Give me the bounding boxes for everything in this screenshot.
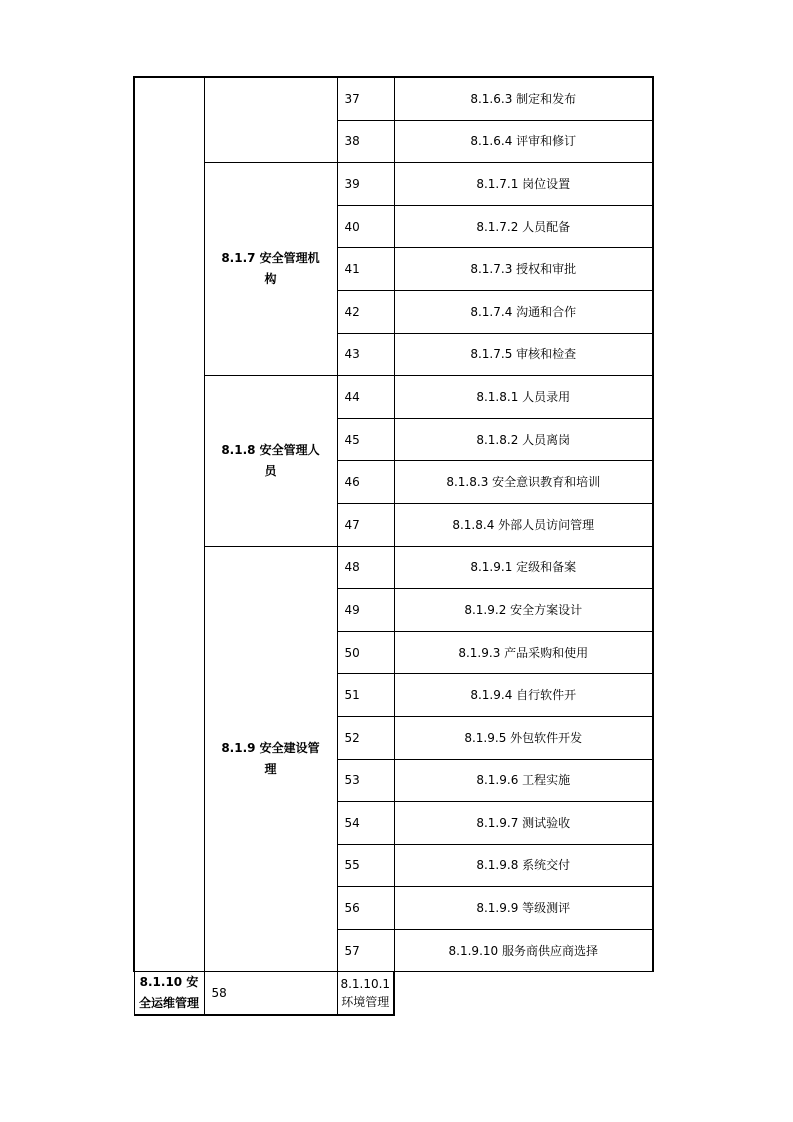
row-number: 54	[337, 802, 394, 845]
row-number: 44	[337, 376, 394, 419]
row-number: 51	[337, 674, 394, 717]
item-label: 8.1.6.4 评审和修订	[394, 120, 653, 163]
row-number: 41	[337, 248, 394, 291]
requirements-table	[133, 76, 654, 1016]
item-label: 8.1.8.2 人员离岗	[394, 418, 653, 461]
item-label: 8.1.7.2 人员配备	[394, 205, 653, 248]
item-label: 8.1.7.4 沟通和合作	[394, 290, 653, 333]
row-number: 42	[337, 290, 394, 333]
row-number: 37	[337, 77, 394, 120]
item-label: 8.1.10.1 环境管理	[337, 972, 394, 1016]
row-number: 38	[337, 120, 394, 163]
subcategory-label: 8.1.10 安全运维管理	[138, 975, 199, 1011]
row-number: 58	[204, 972, 337, 1016]
item-label: 8.1.9.10 服务商供应商选择	[394, 929, 653, 972]
item-label: 8.1.9.6 工程实施	[394, 759, 653, 802]
table-row	[134, 77, 653, 120]
item-label: 8.1.9.1 定级和备案	[394, 546, 653, 589]
row-number: 56	[337, 887, 394, 930]
item-label: 8.1.9.4 自行软件开	[394, 674, 653, 717]
row-number: 55	[337, 844, 394, 887]
table-row	[134, 163, 653, 206]
item-label: 8.1.9.8 系统交付	[394, 844, 653, 887]
row-number: 53	[337, 759, 394, 802]
table-row	[134, 546, 653, 589]
subcategory-cell	[204, 546, 337, 972]
item-label: 8.1.9.9 等级测评	[394, 887, 653, 930]
subcategory-cell	[134, 972, 204, 1016]
subcategory-cell	[204, 163, 337, 376]
row-number: 46	[337, 461, 394, 504]
row-number: 40	[337, 205, 394, 248]
item-label: 8.1.8.3 安全意识教育和培训	[394, 461, 653, 504]
row-number: 43	[337, 333, 394, 376]
item-label: 8.1.8.1 人员录用	[394, 376, 653, 419]
item-label: 8.1.9.3 产品采购和使用	[394, 631, 653, 674]
item-label: 8.1.7.3 授权和审批	[394, 248, 653, 291]
row-number: 45	[337, 418, 394, 461]
item-label: 8.1.9.2 安全方案设计	[394, 589, 653, 632]
table-body	[134, 77, 653, 1015]
item-label: 8.1.9.5 外包软件开发	[394, 716, 653, 759]
item-label: 8.1.7.5 审核和检查	[394, 333, 653, 376]
table-row	[134, 972, 653, 1016]
category-cell	[134, 77, 204, 972]
subcategory-label: 8.1.9 安全建设管理	[221, 741, 320, 776]
row-number: 39	[337, 163, 394, 206]
subcategory-label: 8.1.8 安全管理人员	[221, 442, 320, 478]
row-number: 48	[337, 546, 394, 589]
row-number: 49	[337, 589, 394, 632]
item-label: 8.1.7.1 岗位设置	[394, 163, 653, 206]
subcategory-label: 8.1.7 安全管理机构	[221, 251, 320, 287]
row-number: 57	[337, 929, 394, 972]
row-number: 52	[337, 716, 394, 759]
item-label: 8.1.8.4 外部人员访问管理	[394, 503, 653, 546]
row-number: 47	[337, 503, 394, 546]
subcategory-cell	[204, 376, 337, 546]
table-row	[134, 376, 653, 419]
item-label: 8.1.9.7 测试验收	[394, 802, 653, 845]
item-label: 8.1.6.3 制定和发布	[394, 77, 653, 120]
subcategory-cell	[204, 77, 337, 163]
row-number: 50	[337, 631, 394, 674]
